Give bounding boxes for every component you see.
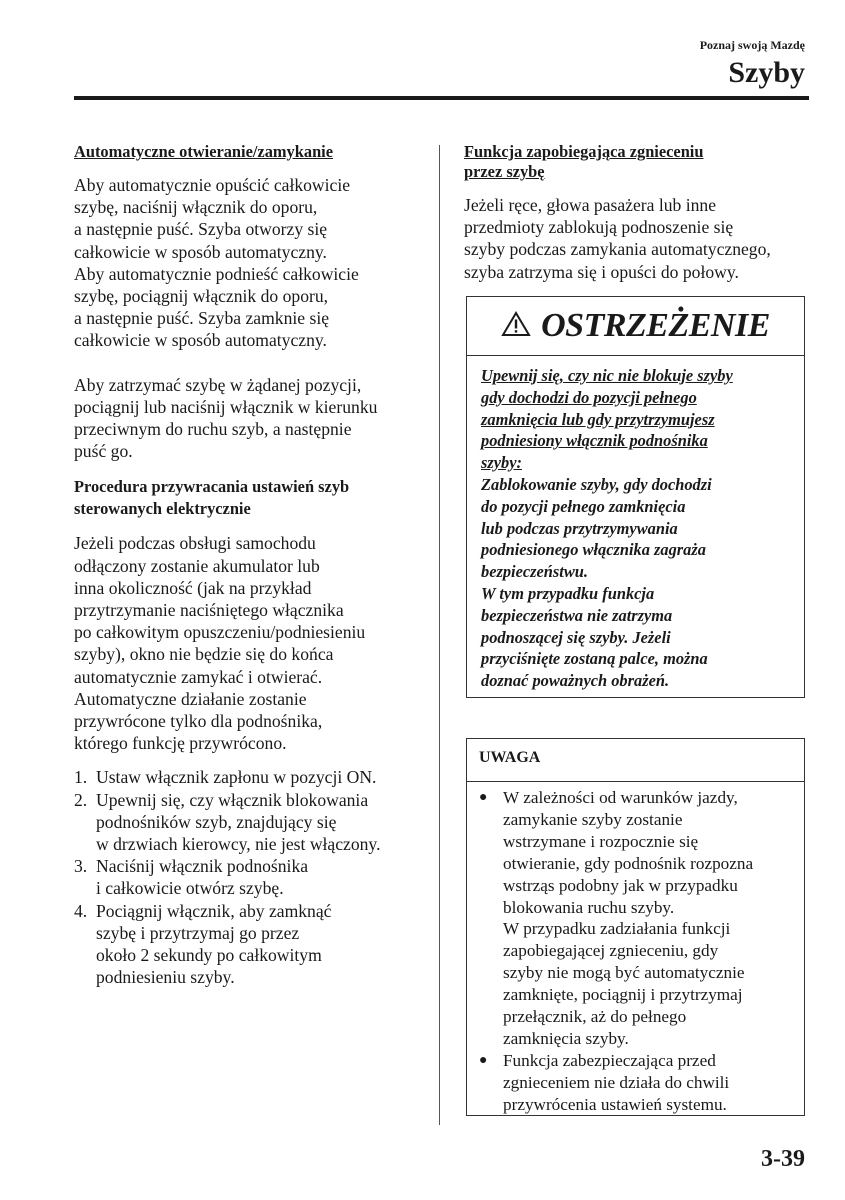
warning-title: OSTRZEŻENIE [541,307,770,344]
paragraph-reset-procedure: Jeżeli podczas obsługi samochodu odłączony zostanie akumulator lub inna okoliczność (jak na przykład przytrzymanie naciśniętego włącznika po całkowitym opuszczeniu/podniesieniu szyby), okno nie będzie się do końca automatycznie zamykać i otwierać. Automatyczne działanie zostanie przywrócone tylko dla podnośnika, którego funkcję przywrócono. [74,533,366,754]
list-item: 4. Pociągnij włącznik, aby zamknąć szybę i przytrzymaj go przez około 2 sekundy po całkowitym podniesieniu szyby. [74,900,332,988]
page-number: 3-39 [761,1146,805,1172]
bullet-icon: ● [479,790,488,805]
warning-box [466,296,805,698]
section-label: Poznaj swoją Mazdę [699,38,805,52]
warning-triangle-icon [501,311,531,342]
list-item: 3. Naciśnij włącznik podnośnika i całkowicie otwórz szybę. [74,856,309,899]
note-divider [467,781,804,782]
list-item: ● Funkcja zabezpieczająca przed zgnieceniem nie działa do chwili przywrócenia ustawień systemu. [479,1050,730,1114]
paragraph-auto-open-close: Aby automatycznie opuścić całkowicie szybę, naciśnij włącznik do oporu, a następnie puść. Szyba otworzy się całkowicie w sposób automatyczny. Aby automatycznie podnieść całkowicie szybę, pociągnij włącznik do oporu, a następnie puść. Szyba zamknie się całkowicie w sposób automatyczny. [74,175,359,351]
list-item: 2. Upewnij się, czy włącznik blokowania podnośników szyb, znajdujący się w drzwiach kierowcy, nie jest włączony. [74,789,381,855]
bullet-icon: ● [479,1052,488,1068]
note-box [466,738,805,1116]
heading-auto-open-close: Automatyczne otwieranie/zamykanie [74,142,334,161]
warning-body: Upewnij się, czy nic nie blokuje szyby gdy dochodzi do pozycji pełnego zamknięcia lub gdy przytrzymujesz podniesiony włącznik podnośnika szyby: Zablokowanie szyby, gdy dochodzi do pozycji pełnego zamknięcia lub podczas przytrzymywania podniesionego włącznika zagraża bezpieczeństwu. W tym przypadku funkcja bezpieczeństwa nie zatrzyma podnoszącej się szyby. Jeżeli przyciśnięte zostaną palce, można doznać poważnych obrażeń. [481,366,733,691]
paragraph-anti-pinch: Jeżeli ręce, głowa pasażera lub inne przedmioty zablokują podnoszenie się szyby podczas zamykania automatycznego, szyba zatrzyma się i opuści do połowy. [464,195,771,282]
column-divider [439,145,440,1125]
paragraph-stop-window: Aby zatrzymać szybę w żądanej pozycji, pociągnij lub naciśnij włącznik w kierunku przeciwnym do ruchu szyb, a następnie puść go. [74,374,378,462]
right-column [464,140,806,283]
header-rule [74,96,809,100]
note-title: UWAGA [479,749,541,766]
note-body [479,787,798,1116]
left-column [74,140,419,989]
reset-steps-list [74,766,419,988]
page-title: Szyby [728,56,805,89]
warning-header [467,297,804,356]
list-item: ● W zależności od warunków jazdy, zamykanie szyby zostanie wstrzymane i rozpocznie się otwieranie, gdy podnośnik rozpozna wstrząs podobny jak w przypadku blokowania ruchu szyby. W przypadku zadziałania funkcji zapobiegającej zgnieceniu, gdy szyby nie mogą być automatycznie zamknięte, pociągnij i przytrzymaj przełącznik, aż do pełnego zamknięcia szyby. [479,788,754,1048]
heading-reset-procedure: Procedura przywracania ustawień szyb sterowanych elektrycznie [74,477,350,519]
list-item: 1. Ustaw włącznik zapłonu w pozycji ON. [74,767,377,788]
heading-anti-pinch: Funkcja zapobiegająca zgnieceniu przez szybę [464,142,704,181]
